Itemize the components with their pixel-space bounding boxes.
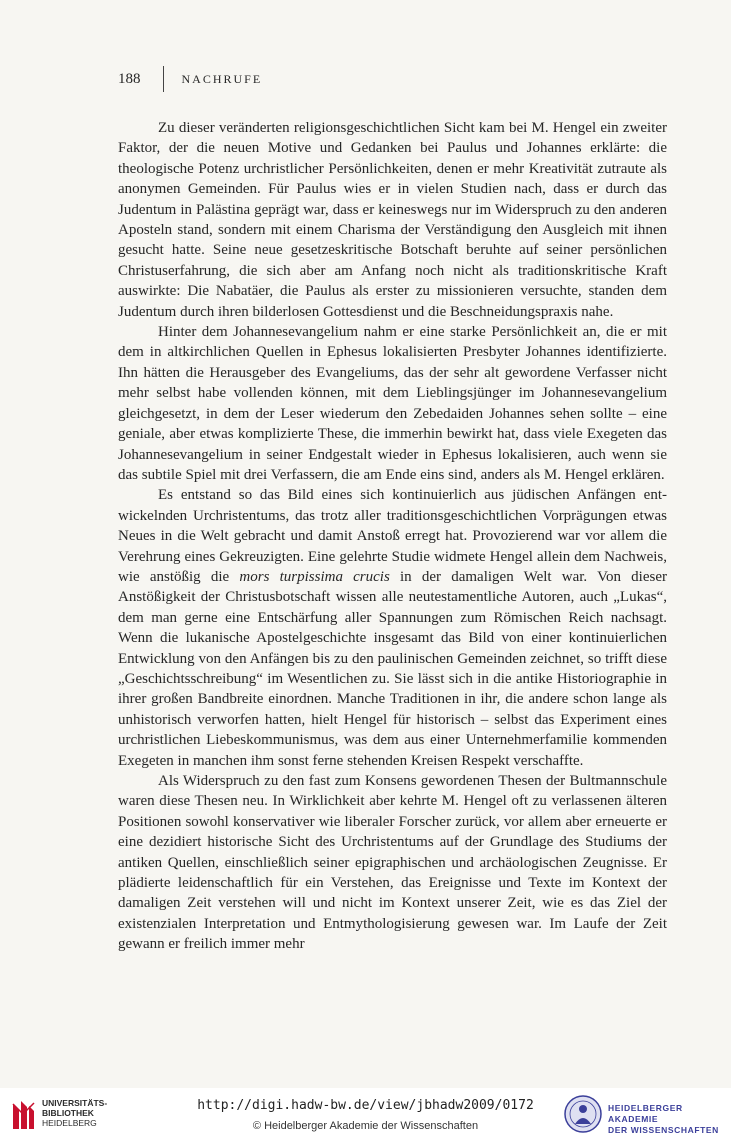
body-text [118, 118, 667, 955]
paragraph-2: Hinter dem Johannesevangelium nahm er eine starke Persönlichkeit an, die er mit dem in altkirchlichen Quellen in Ephesus lokalisierten Presbyter Johannes identifizierte. Ihn hätten die Herausgeber des Evangeliums, das der sehr alt gewordene Verfasser nicht mehr selbst habe vollenden können, mit dem Lieblingsjünger im Johannesevangelium gleichgesetzt, in dem der Leser wiederum den Zebedaiden Johannes sehen sollte – eine geniale, aber etwas komplizierte These, die immerhin bewirkt hat, dass viele Exegeten das Johannesevangelium in seiner Endgestalt wieder in Ephesus lokalisieren, auch wenn sie das subtile Spiel mit drei Verfassern, die am Ende eins sind, anders als M. Hengel erklären. [118, 324, 667, 483]
latin-phrase: mors turpissima crucis [239, 568, 390, 585]
paragraph-3 [118, 485, 667, 771]
academy-seal-icon [563, 1094, 603, 1134]
academy-name-line2: DER WISSENSCHAFTEN [608, 1125, 719, 1135]
paragraph-1: Zu dieser veränderten religionsgeschichtlichen Sicht kam bei M. Hengel ein zweiter Faktor, der die neuen Motive und Gedanken bei Paulus und Johannes erklärte: die theologische Potenz urchristlicher Persönlichkeiten, denen er mehr Kreativität zutraute als anonymen Gemeinden. Für Paulus wies er in vielen Studien nach, dass er durch das Judentum in Palästina geprägt war, dass er keineswegs nur im Widerspruch zu den anderen Aposteln stand, sondern mit einem Charisma der Verständigung den Ausgleich mit ihnen gesucht hatte. Seine neue gesetzeskritische Botschaft beruhte auf seiner persönlichen Christuserfahrung, die sich aber am Anfang noch nicht als traditionskritische Kraft auswirkte: Die Nabatäer, die Paulus als erster zu missionieren versuchte, standen dem Judentum durch ihren bilderlosen Gottesdienst und die Beschneidungspraxis nahe. [118, 120, 667, 320]
paragraph-4: Als Widerspruch zu den fast zum Konsens gewordenen Thesen der Bultmannschule waren diese Thesen neu. In Wirklichkeit aber kehrte M. Hengel oft zu verlassenen älteren Positionen sowohl konservativer wie liberaler Forscher zurück, vor allem aber erneuerte er eine dezidiert historische Sicht des Urchristentums auf der Grundlage des Studiums der antiken Quellen, einschließlich seiner epigraphischen und archäologischen Zeugnisse. Er plädierte leidenschaftlich für ein Verstehen, das Ereignisse und Texte im Kontext der damaligen Zeit verstehen will und nicht im Kontext unserer Zeit, wie es das Ziel der existenzialen Interpretation und Entmythologisierung gewesen war. Im Laufe der Zeit gewann er freilich immer mehr [118, 773, 667, 953]
library-name-line1: UNIVERSITÄTS- [42, 1098, 108, 1108]
academy-name [608, 1103, 731, 1136]
library-name-line3: HEIDELBERG [42, 1118, 97, 1128]
paragraph-3-start: Es entstand so das Bild eines sich kontinuierlich aus jüdischen Anfängen entwickelnden Urchristentums, das trotz aller traditionsgeschichtlichen Vorprägungen etwas Neues in die Welt gebracht und damit Anstoß erregt hat. Provozierend war vor allem die Verehrung eines Gekreuzigten. Eine gelehrte Studie widmete Hengel allein dem Nachweis, wie anstößig die [118, 487, 667, 585]
header-divider [163, 66, 164, 92]
paragraph-3-end: in der damaligen Welt war. Von dieser Anstößigkeit der Christusbotschaft wissen alle neutestamentliche Autoren, auch „Lukas“, dem man gerne eine Entschärfung aller Spannungen zum Römischen Reich nachsagt. Wenn die lukanische Apostelgeschichte insgesamt das Bild von einer kontinuierlichen Entwicklung von den Anfängen bis zu den paulinischen Gemeinden zeichnet, so trifft diese „Geschichtsschreibung“ im Wesentlichen zu. Sie lässt sich in die antike Historiographie in ihrer großen Bandbreite einordnen. Manche Traditionen in ihr, die andere schon lange als unhistorisch verworfen hatten, hielt Hengel für historisch – selbst das Experiment eines urchristlichen Liebeskommunismus, was dem aus einer Unternehmerfamilie kommenden Exegeten in manchen ihm sonst ferne stehenden Kreisen Respekt verschaffte. [118, 568, 667, 769]
academy-name-line1: HEIDELBERGER AKADEMIE [608, 1103, 683, 1124]
library-name-line2: BIBLIOTHEK [42, 1108, 94, 1118]
page-number: 188 [118, 70, 141, 87]
copyright-notice: © Heidelberger Akademie der Wissenschaften [252, 1120, 479, 1132]
permalink-url[interactable]: http://digi.hadw-bw.de/view/jbhadw2009/0172 [197, 1098, 534, 1113]
footer-bar [0, 1088, 731, 1142]
running-head: NACHRUFE [181, 71, 263, 86]
page-header [118, 62, 262, 96]
